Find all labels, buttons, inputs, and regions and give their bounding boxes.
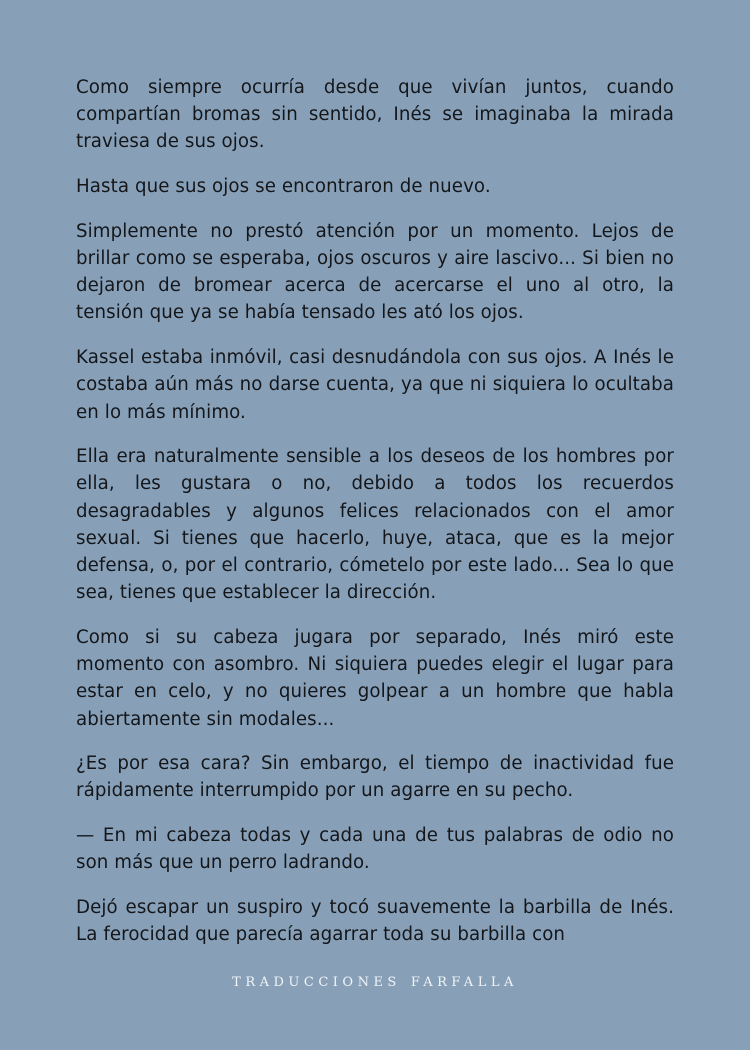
paragraph-3: Simplemente no prestó atención por un momento. Lejos de brillar como se esperaba, ojos oscuros y aire lascivo... Si bien no dejaron de bromear acerca de acercarse el uno al otro, la tensión que ya se había tensado les ató los ojos. (76, 220, 674, 324)
paragraph-7: ¿Es por esa cara? Sin embargo, el tiempo de inactividad fue rápidamente interrumpido por un agarre en su pecho. (76, 753, 674, 802)
paragraph-8: — En mi cabeza todas y cada una de tus palabras de odio no son más que un perro ladrando. (76, 825, 674, 874)
footer-word-traducciones: TRADUCCIONES (232, 975, 401, 990)
paragraph-9: Dejó escapar un suspiro y tocó suavemente la barbilla de Inés. La ferocidad que parecía agarrar toda su barbilla con (76, 897, 674, 946)
paragraph-6: Como si su cabeza jugara por separado, Inés miró este momento con asombro. Ni siquiera puedes elegir el lugar para estar en celo, y no quieres golpear a un hombre que habla abiertamente sin modales... (76, 626, 674, 730)
footer-word-farfalla: FARFALLA (410, 975, 518, 990)
paragraph-5: Ella era naturalmente sensible a los deseos de los hombres por ella, les gustara o no, debido a todos los recuerdos desagradables y algunos felices relacionados con el amor sexual. Si tienes que hacerlo, huye, ataca, que es la mejor defensa, o, por el contrario, cómetelo por este lado... Sea lo que sea, tienes que establecer la dirección. (76, 446, 674, 604)
page-body (76, 74, 674, 966)
paragraph-2: Hasta que sus ojos se encontraron de nuevo. (76, 176, 491, 198)
paragraph-4: Kassel estaba inmóvil, casi desnudándola con sus ojos. A Inés le costaba aún más no darse cuenta, ya que ni siquiera lo ocultaba en lo más mínimo. (76, 347, 674, 423)
paragraph-1: Como siempre ocurría desde que vivían juntos, cuando compartían bromas sin sentido, Inés se imaginaba la mirada traviesa de sus ojos. (76, 77, 674, 153)
footer-credit (0, 975, 750, 990)
